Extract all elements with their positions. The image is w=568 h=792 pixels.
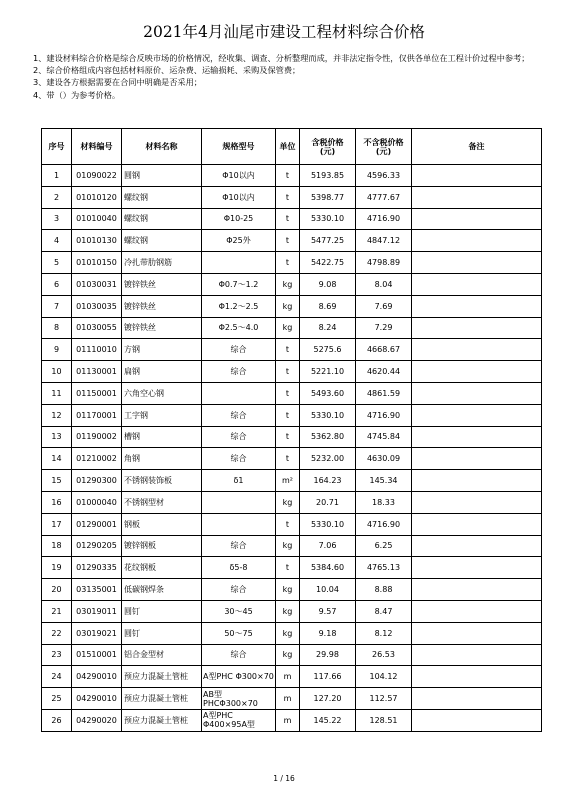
- cell-code: 01170001: [72, 404, 122, 426]
- table-row: [42, 361, 542, 383]
- cell-unit: t: [276, 208, 300, 230]
- cell-remark: [412, 470, 542, 492]
- cell-name: 六角空心钢: [122, 382, 202, 404]
- cell-spec: 综合: [202, 535, 276, 557]
- cell-seq: 8: [42, 317, 72, 339]
- cell-price-notax: 4765.13: [356, 557, 412, 579]
- cell-code: 04290020: [72, 709, 122, 731]
- table-row: [42, 382, 542, 404]
- cell-code: 01010130: [72, 230, 122, 252]
- cell-price-tax: 5330.10: [300, 208, 356, 230]
- table-row: [42, 230, 542, 252]
- cell-code: 01030031: [72, 273, 122, 295]
- cell-seq: 24: [42, 666, 72, 688]
- cell-remark: [412, 622, 542, 644]
- cell-price-tax: 7.06: [300, 535, 356, 557]
- cell-code: 01290205: [72, 535, 122, 557]
- cell-price-notax: 8.04: [356, 273, 412, 295]
- cell-price-notax: 8.12: [356, 622, 412, 644]
- cell-unit: t: [276, 339, 300, 361]
- cell-seq: 21: [42, 600, 72, 622]
- cell-remark: [412, 448, 542, 470]
- cell-spec: 综合: [202, 361, 276, 383]
- cell-price-tax: 29.98: [300, 644, 356, 666]
- table-row: [42, 600, 542, 622]
- cell-price-notax: 4861.59: [356, 382, 412, 404]
- price-table: [41, 128, 542, 732]
- cell-name: 工字钢: [122, 404, 202, 426]
- cell-code: 01510001: [72, 644, 122, 666]
- table-row: [42, 470, 542, 492]
- cell-price-tax: 5232.00: [300, 448, 356, 470]
- cell-code: 03019021: [72, 622, 122, 644]
- cell-price-tax: 5477.25: [300, 230, 356, 252]
- cell-name: 镀锌铁丝: [122, 317, 202, 339]
- cell-unit: kg: [276, 295, 300, 317]
- table-row: [42, 317, 542, 339]
- cell-seq: 15: [42, 470, 72, 492]
- cell-price-notax: 7.29: [356, 317, 412, 339]
- cell-price-notax: 145.34: [356, 470, 412, 492]
- table-row: [42, 208, 542, 230]
- cell-unit: m²: [276, 470, 300, 492]
- cell-price-notax: 6.25: [356, 535, 412, 557]
- cell-remark: [412, 491, 542, 513]
- cell-unit: t: [276, 252, 300, 274]
- cell-spec: 30～45: [202, 600, 276, 622]
- cell-seq: 16: [42, 491, 72, 513]
- cell-remark: [412, 688, 542, 710]
- table-row: [42, 165, 542, 187]
- table-row: [42, 666, 542, 688]
- cell-name: 花纹钢板: [122, 557, 202, 579]
- cell-unit: m: [276, 666, 300, 688]
- table-row: [42, 186, 542, 208]
- cell-price-notax: 8.47: [356, 600, 412, 622]
- cell-unit: kg: [276, 273, 300, 295]
- cell-seq: 4: [42, 230, 72, 252]
- cell-remark: [412, 208, 542, 230]
- cell-name: 圆钉: [122, 600, 202, 622]
- cell-price-notax: 128.51: [356, 709, 412, 731]
- header-spec: 规格型号: [202, 129, 276, 165]
- table-row: [42, 295, 542, 317]
- cell-spec: Φ10-25: [202, 208, 276, 230]
- cell-unit: t: [276, 230, 300, 252]
- cell-seq: 2: [42, 186, 72, 208]
- table-row: [42, 513, 542, 535]
- cell-unit: kg: [276, 622, 300, 644]
- cell-unit: t: [276, 382, 300, 404]
- cell-code: 01210002: [72, 448, 122, 470]
- cell-spec: [202, 252, 276, 274]
- cell-name: 角钢: [122, 448, 202, 470]
- cell-code: 01010040: [72, 208, 122, 230]
- cell-spec: 50～75: [202, 622, 276, 644]
- cell-price-tax: 117.66: [300, 666, 356, 688]
- cell-seq: 19: [42, 557, 72, 579]
- cell-code: 01030035: [72, 295, 122, 317]
- cell-seq: 23: [42, 644, 72, 666]
- cell-code: 01290001: [72, 513, 122, 535]
- cell-price-tax: 5275.6: [300, 339, 356, 361]
- cell-remark: [412, 666, 542, 688]
- header-unit: 单位: [276, 129, 300, 165]
- cell-code: 01010120: [72, 186, 122, 208]
- cell-name: 不锈钢装饰板: [122, 470, 202, 492]
- cell-price-notax: 4620.44: [356, 361, 412, 383]
- cell-price-tax: 9.08: [300, 273, 356, 295]
- cell-price-notax: 4745.84: [356, 426, 412, 448]
- cell-name: 镀锌铁丝: [122, 295, 202, 317]
- cell-name: 低碳钢焊条: [122, 579, 202, 601]
- cell-remark: [412, 339, 542, 361]
- cell-price-tax: 8.69: [300, 295, 356, 317]
- cell-price-notax: 112.57: [356, 688, 412, 710]
- table-row: [42, 273, 542, 295]
- cell-remark: [412, 709, 542, 731]
- cell-seq: 17: [42, 513, 72, 535]
- cell-remark: [412, 513, 542, 535]
- cell-unit: m: [276, 709, 300, 731]
- page-number: 1 / 16: [273, 774, 295, 783]
- cell-unit: kg: [276, 535, 300, 557]
- cell-price-tax: 5398.77: [300, 186, 356, 208]
- cell-name: 镀锌钢板: [122, 535, 202, 557]
- header-price-tax-line1: 含税价格: [311, 137, 344, 147]
- cell-spec: Φ2.5～4.0: [202, 317, 276, 339]
- cell-name: 螺纹钢: [122, 230, 202, 252]
- page-title: 2021年4月汕尾市建设工程材料综合价格: [143, 23, 425, 41]
- cell-remark: [412, 404, 542, 426]
- cell-unit: t: [276, 426, 300, 448]
- cell-remark: [412, 186, 542, 208]
- cell-spec: 综合: [202, 339, 276, 361]
- cell-name: 扁钢: [122, 361, 202, 383]
- cell-price-notax: 104.12: [356, 666, 412, 688]
- cell-price-tax: 127.20: [300, 688, 356, 710]
- cell-code: 01030055: [72, 317, 122, 339]
- cell-unit: t: [276, 361, 300, 383]
- cell-price-tax: 5330.10: [300, 404, 356, 426]
- cell-code: 01130001: [72, 361, 122, 383]
- cell-spec: Φ1.2～2.5: [202, 295, 276, 317]
- cell-unit: t: [276, 186, 300, 208]
- note-3: 3、建设各方根据需要在合同中明确是否采用；: [33, 77, 202, 88]
- cell-seq: 10: [42, 361, 72, 383]
- cell-seq: 14: [42, 448, 72, 470]
- cell-spec: 综合: [202, 404, 276, 426]
- cell-remark: [412, 230, 542, 252]
- cell-price-notax: 4777.67: [356, 186, 412, 208]
- table-row: [42, 448, 542, 470]
- notes: [33, 52, 533, 101]
- cell-price-notax: 7.69: [356, 295, 412, 317]
- cell-name: 镀锌铁丝: [122, 273, 202, 295]
- cell-remark: [412, 165, 542, 187]
- cell-remark: [412, 644, 542, 666]
- cell-price-notax: 4668.67: [356, 339, 412, 361]
- cell-unit: t: [276, 513, 300, 535]
- cell-spec: AB型PHCΦ300×70: [202, 688, 276, 710]
- cell-code: 03019011: [72, 600, 122, 622]
- cell-code: 01110010: [72, 339, 122, 361]
- table-row: [42, 557, 542, 579]
- cell-remark: [412, 361, 542, 383]
- cell-name: 螺纹钢: [122, 208, 202, 230]
- table-row: [42, 252, 542, 274]
- table-row: [42, 426, 542, 448]
- note-2: 2、综合价格组成内容包括材料原价、运杂费、运输损耗、采购及保管费；: [33, 65, 301, 76]
- cell-price-notax: 4847.12: [356, 230, 412, 252]
- cell-code: 01150001: [72, 382, 122, 404]
- cell-seq: 1: [42, 165, 72, 187]
- cell-spec: A型PHC Φ400×95A型: [202, 709, 276, 731]
- cell-seq: 9: [42, 339, 72, 361]
- cell-seq: 20: [42, 579, 72, 601]
- cell-remark: [412, 557, 542, 579]
- cell-price-tax: 5362.80: [300, 426, 356, 448]
- cell-price-notax: 4716.90: [356, 513, 412, 535]
- cell-name: 圆钉: [122, 622, 202, 644]
- cell-unit: t: [276, 557, 300, 579]
- table-row: [42, 579, 542, 601]
- cell-code: 04290010: [72, 666, 122, 688]
- header-price-tax: [300, 129, 356, 165]
- cell-spec: 综合: [202, 579, 276, 601]
- cell-name: 预应力混凝土管桩: [122, 709, 202, 731]
- cell-unit: m: [276, 688, 300, 710]
- cell-unit: kg: [276, 317, 300, 339]
- cell-seq: 18: [42, 535, 72, 557]
- cell-price-tax: 8.24: [300, 317, 356, 339]
- cell-name: 螺纹钢: [122, 186, 202, 208]
- table-row: [42, 622, 542, 644]
- cell-code: 04290010: [72, 688, 122, 710]
- header-price-tax-line2: (元): [319, 146, 336, 156]
- cell-price-tax: 5384.60: [300, 557, 356, 579]
- cell-spec: [202, 382, 276, 404]
- cell-price-tax: 5330.10: [300, 513, 356, 535]
- cell-code: 01190002: [72, 426, 122, 448]
- cell-price-tax: 5193.85: [300, 165, 356, 187]
- cell-price-tax: 20.71: [300, 491, 356, 513]
- table-row: [42, 688, 542, 710]
- cell-unit: kg: [276, 579, 300, 601]
- cell-spec: Φ0.7～1.2: [202, 273, 276, 295]
- cell-seq: 25: [42, 688, 72, 710]
- cell-price-tax: 9.18: [300, 622, 356, 644]
- cell-unit: t: [276, 165, 300, 187]
- note-1: 1、建设材料综合价格是综合反映市场的价格情况，经收集、调查、分析整理而成，并非法定指令性，仅供各单位在工程计价过程中参考；: [33, 53, 530, 63]
- cell-spec: Φ10以内: [202, 186, 276, 208]
- cell-name: 不锈钢型材: [122, 491, 202, 513]
- cell-price-tax: 5221.10: [300, 361, 356, 383]
- cell-name: 槽钢: [122, 426, 202, 448]
- cell-remark: [412, 317, 542, 339]
- cell-seq: 11: [42, 382, 72, 404]
- cell-price-tax: 145.22: [300, 709, 356, 731]
- cell-remark: [412, 295, 542, 317]
- cell-spec: δ1: [202, 470, 276, 492]
- table-row: [42, 709, 542, 731]
- cell-name: 预应力混凝土管桩: [122, 688, 202, 710]
- cell-price-notax: 4716.90: [356, 404, 412, 426]
- cell-price-notax: 4596.33: [356, 165, 412, 187]
- cell-name: 预应力混凝土管桩: [122, 666, 202, 688]
- header-seq: 序号: [42, 129, 72, 165]
- cell-name: 圆钢: [122, 165, 202, 187]
- cell-seq: 22: [42, 622, 72, 644]
- cell-name: 铝合金型材: [122, 644, 202, 666]
- cell-spec: A型PHC Φ300×70: [202, 666, 276, 688]
- cell-seq: 26: [42, 709, 72, 731]
- cell-spec: 综合: [202, 448, 276, 470]
- table-row: [42, 339, 542, 361]
- cell-spec: [202, 491, 276, 513]
- cell-remark: [412, 535, 542, 557]
- cell-spec: 综合: [202, 644, 276, 666]
- cell-price-tax: 164.23: [300, 470, 356, 492]
- cell-remark: [412, 600, 542, 622]
- table-row: [42, 644, 542, 666]
- cell-code: 01290300: [72, 470, 122, 492]
- cell-remark: [412, 426, 542, 448]
- cell-seq: 13: [42, 426, 72, 448]
- cell-price-notax: 8.88: [356, 579, 412, 601]
- cell-price-notax: 4798.89: [356, 252, 412, 274]
- cell-unit: kg: [276, 600, 300, 622]
- cell-price-notax: 18.33: [356, 491, 412, 513]
- cell-price-notax: 4630.09: [356, 448, 412, 470]
- cell-price-tax: 10.04: [300, 579, 356, 601]
- cell-remark: [412, 579, 542, 601]
- table-row: [42, 404, 542, 426]
- table-row: [42, 491, 542, 513]
- cell-spec: [202, 513, 276, 535]
- note-4: 4、带（）为参考价格。: [33, 89, 121, 100]
- cell-spec: Φ10以内: [202, 165, 276, 187]
- cell-spec: Φ25外: [202, 230, 276, 252]
- cell-seq: 3: [42, 208, 72, 230]
- table-row: [42, 535, 542, 557]
- cell-remark: [412, 382, 542, 404]
- header-price-notax: [356, 129, 412, 165]
- cell-price-tax: 9.57: [300, 600, 356, 622]
- cell-code: 01090022: [72, 165, 122, 187]
- cell-name: 冷扎带肋钢筋: [122, 252, 202, 274]
- header-row: [42, 129, 542, 165]
- header-price-notax-line2: (元): [375, 146, 392, 156]
- cell-price-tax: 5422.75: [300, 252, 356, 274]
- cell-unit: t: [276, 404, 300, 426]
- cell-seq: 6: [42, 273, 72, 295]
- cell-name: 钢板: [122, 513, 202, 535]
- header-name: 材料名称: [122, 129, 202, 165]
- header-code: 材料编号: [72, 129, 122, 165]
- cell-unit: t: [276, 448, 300, 470]
- cell-seq: 5: [42, 252, 72, 274]
- cell-name: 方钢: [122, 339, 202, 361]
- header-price-notax-line1: 不含税价格: [363, 137, 404, 147]
- cell-unit: kg: [276, 491, 300, 513]
- cell-code: 03135001: [72, 579, 122, 601]
- cell-code: 01000040: [72, 491, 122, 513]
- cell-seq: 7: [42, 295, 72, 317]
- cell-remark: [412, 252, 542, 274]
- cell-code: 01010150: [72, 252, 122, 274]
- cell-spec: 综合: [202, 426, 276, 448]
- cell-unit: kg: [276, 644, 300, 666]
- cell-spec: δ5-8: [202, 557, 276, 579]
- cell-seq: 12: [42, 404, 72, 426]
- cell-price-notax: 26.53: [356, 644, 412, 666]
- cell-remark: [412, 273, 542, 295]
- cell-price-tax: 5493.60: [300, 382, 356, 404]
- cell-code: 01290335: [72, 557, 122, 579]
- header-remark: 备注: [412, 129, 542, 165]
- cell-price-notax: 4716.90: [356, 208, 412, 230]
